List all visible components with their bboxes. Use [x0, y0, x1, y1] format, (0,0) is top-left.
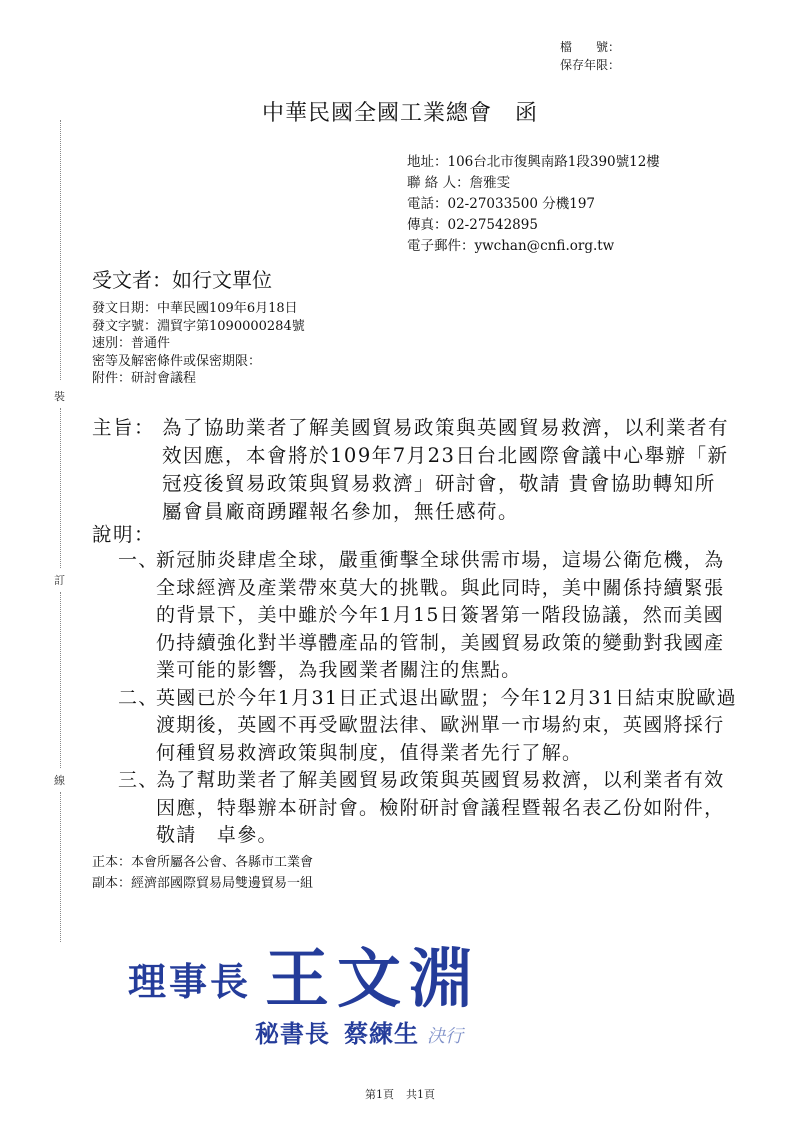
explanation-label: 說明：	[92, 523, 156, 546]
distribution-block	[92, 852, 313, 894]
page-total: 共1頁	[406, 1088, 435, 1101]
delivery-speed: 速別：普通件	[92, 336, 171, 351]
document-meta-block	[92, 300, 305, 388]
explanation-item	[118, 767, 740, 850]
explanation-item-text: 新冠肺炎肆虐全球，嚴重衝擊全球供需市場，這場公衛危機，為全球經濟及產業帶來莫大的挑戰。與此同時，美中關係持續緊張的背景下，美中雖於今年1月15日簽署第一階段協議，然而美國仍持續強化對半導體產品的管制，美國貿易政策的變動對我國產業可能的影響，為我國業者關注的焦點。	[156, 549, 725, 681]
contact-phone: 電話：02-27033500 分機197	[407, 196, 596, 212]
explanation-item-number: 三、	[118, 769, 159, 791]
original-recipients: 正本：本會所屬各公會、各縣市工業會	[92, 855, 314, 870]
chairman-title: 理事長	[128, 960, 252, 1004]
document-number: 發文字號：淵貿字第1090000284號	[92, 318, 305, 334]
explanation-item-number: 二、	[118, 686, 159, 709]
classification-level: 密等及解密條件或保密期限：	[92, 353, 262, 369]
attachment-line: 附件：研討會議程	[92, 371, 197, 386]
subject-text: 為了協助業者了解美國貿易政策與英國貿易救濟，以利業者有效因應，本會將於109年7月23日台北國際會議中心舉辦「新冠疫後貿易政策與貿易救濟」研討會，敬請 貴會協助轉知所屬會員廠商踴躍報名參加，無任感荷。	[162, 416, 730, 523]
binding-mark-staple: 訂	[54, 574, 65, 587]
subject-section	[92, 414, 732, 526]
binding-mark-line: 線	[54, 774, 65, 787]
copy-recipients: 副本：經濟部國際貿易局雙邊貿易一組	[92, 876, 314, 891]
explanation-item-text: 為了幫助業者了解美國貿易政策與英國貿易救濟，以利業者有效因應，特舉辦本研討會。檢附研討會議程暨報名表乙份如附件，敬請 卓參。	[156, 769, 725, 846]
chairman-name: 王文淵	[265, 943, 482, 1017]
page-footer	[0, 1086, 800, 1102]
page-number: 第1頁	[365, 1088, 394, 1101]
file-meta-block	[560, 38, 620, 74]
explanation-item-number: 一、	[118, 549, 159, 571]
explanation-list	[118, 547, 740, 850]
explanation-item	[118, 547, 740, 685]
binding-dotted-line-lower	[60, 592, 61, 768]
recipient-line: 受文者：如行文單位	[92, 268, 272, 292]
binding-mark-bind: 裝	[54, 390, 65, 403]
file-number-label: 檔 號：	[560, 40, 621, 54]
binding-dotted-line-top	[60, 120, 61, 380]
decision-mark: 決行	[427, 1026, 463, 1047]
contact-person: 聯 絡 人：詹雅雯	[407, 175, 511, 191]
secretary-signature-stamp	[255, 1014, 463, 1049]
subject-label: 主旨：	[92, 416, 156, 439]
explanation-item-text: 英國已於今年1月31日正式退出歐盟；今年12月31日結束脫歐過渡期後，英國不再受歐盟法律、歐洲單一市場約束，英國將採行何種貿易救濟政策與制度，值得業者先行了解。	[156, 686, 737, 764]
retention-period-label: 保存年限：	[560, 58, 621, 72]
chairman-signature-stamp	[128, 928, 481, 1020]
secretary-title: 秘書長	[255, 1020, 330, 1048]
contact-fax: 傳真：02-27542895	[407, 217, 538, 233]
explanation-item	[118, 685, 740, 768]
contact-email: 電子郵件：ywchan@cnfi.org.tw	[407, 238, 615, 254]
binding-dotted-line-middle	[60, 408, 61, 568]
issue-date: 發文日期：中華民國109年6月18日	[92, 301, 298, 316]
sender-contact-block	[407, 152, 660, 257]
secretary-name: 蔡練生	[344, 1020, 419, 1048]
sender-address: 地址：106台北市復興南路1段390號12樓	[407, 154, 660, 170]
binding-dotted-line-bottom	[60, 792, 61, 942]
letter-title: 中華民國全國工業總會 函	[261, 101, 538, 126]
